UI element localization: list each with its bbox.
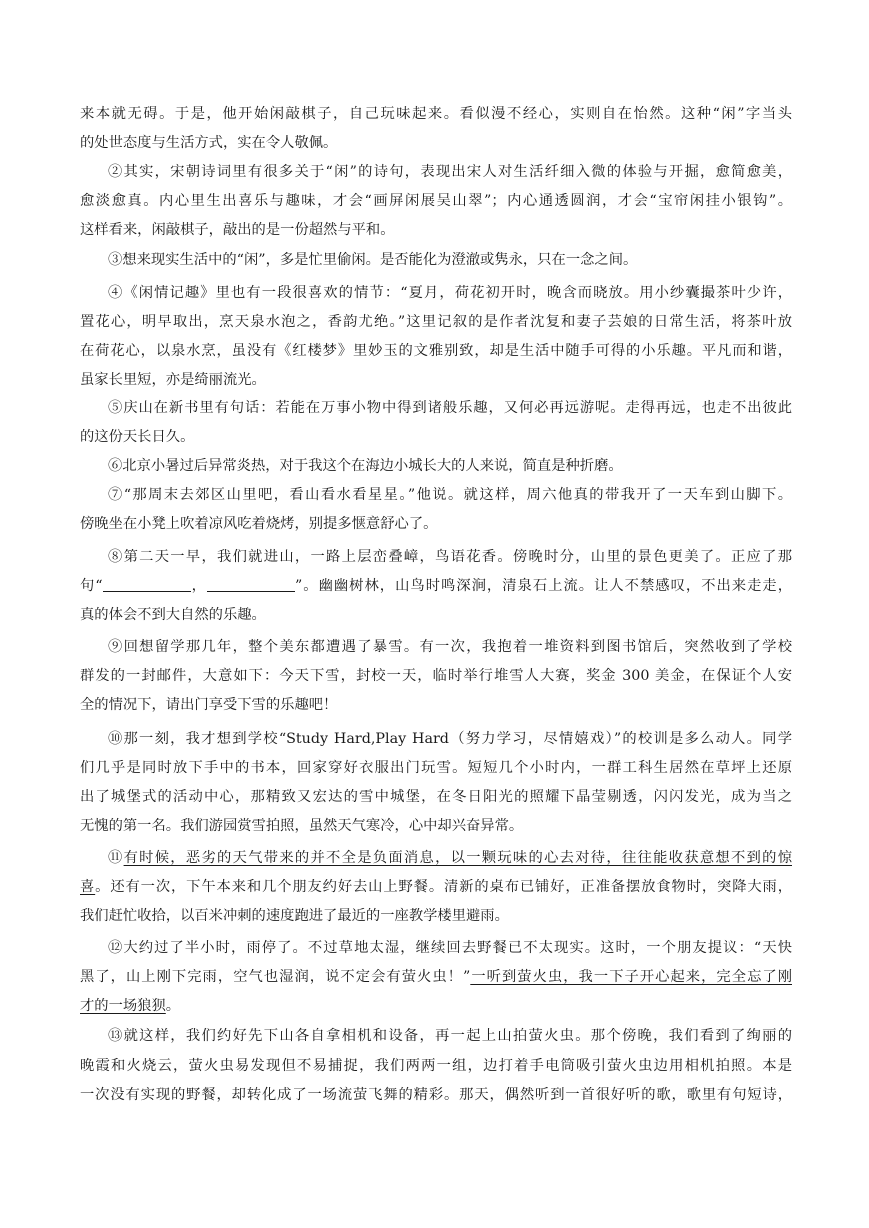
text-line: 的处世态度与生活方式，实在令人敬佩。 bbox=[80, 135, 338, 151]
underlined-sentence: 有时候，恶劣的天气带来的并不全是负面消息，以一颗玩味的心去对待，往往能收获意想不到的惊 bbox=[123, 850, 792, 866]
text-line: ⑬就这样，我们约好先下山各自拿相机和设备，再一起上山拍萤火虫。那个傍晚，我们看到了绚丽的 bbox=[108, 1028, 792, 1044]
text-line: 全的情况下，请出门享受下雪的乐趣吧！ bbox=[80, 697, 338, 713]
text-line: ⑤庆山在新书里有句话：若能在万事小物中得到诸般乐趣，又何必再远游呢。走得再远，也走不出彼此 bbox=[108, 400, 792, 416]
text-line: 置花心，明早取出，烹天泉水泡之，香韵尤绝。”这里记叙的是作者沈复和妻子芸娘的日常生活，将茶叶放 bbox=[80, 314, 792, 330]
text-line: ⑫大约过了半小时，雨停了。不过草地太湿，继续回去野餐已不太现实。这时，一个朋友提议：“天快 bbox=[108, 940, 792, 956]
text-line: 喜。还有一次，下午本来和几个朋友约好去山上野餐。清新的桌布已铺好，正准备摆放食物时，突降大雨， bbox=[80, 879, 792, 895]
text-line: ⑥北京小暑过后异常炎热，对于我这个在海边小城长大的人来说，简直是种折磨。 bbox=[108, 458, 623, 474]
text-line: 无愧的第一名。我们游园赏雪拍照，虽然天气寒冷，心中却兴奋异常。 bbox=[80, 818, 524, 834]
fill-blank-2[interactable] bbox=[207, 590, 295, 592]
text-line: 出了城堡式的活动中心，那精致又宏达的雪中城堡，在冬日阳光的照耀下晶莹剔透，闪闪发光，成为当之 bbox=[80, 789, 792, 805]
text-line: 们几乎是同时放下手中的书本，回家穿好衣服出门玩雪。短短几个小时内，一群工科生居然在草坪上还原 bbox=[80, 760, 792, 776]
text-line: ③想来现实生活中的“闲”，多是忙里偷闲。是否能化为澄澈或隽永，只在一念之间。 bbox=[108, 252, 638, 268]
text-line: 在荷花心，以泉水烹，虽没有《红楼梦》里妙玉的文雅别致，却是生活中随手可得的小乐趣。平凡而和谐， bbox=[80, 343, 792, 359]
underlined-sentence: 一听到萤火虫，我一下子开心起来，完全忘了刚 bbox=[470, 969, 792, 985]
underlined-sentence-end: 喜 bbox=[80, 879, 96, 895]
text-line: 虽家长里短，亦是绮丽流光。 bbox=[80, 372, 266, 388]
text-line: 愈淡愈真。内心里生出喜乐与趣味，才会“画屏闲展吴山翠”；内心通透圆润，才会“宝帘闲挂小银钩”。 bbox=[80, 193, 792, 209]
text-line: 晚霞和火烧云，萤火虫易发现但不易捕捉，我们两两一组，边打着手电筒吸引萤火虫边用相机拍照。本是 bbox=[80, 1058, 792, 1074]
text-line: ⑩那一刻，我才想到学校“Study Hard,Play Hard（努力学习，尽情嬉戏）”的校训是多么动人。同学 bbox=[108, 731, 792, 747]
underlined-sentence-end: 才的一场狼狈 bbox=[80, 998, 166, 1014]
text-line: 一次没有实现的野餐，却转化成了一场流萤飞舞的精彩。那天，偶然听到一首很好听的歌，歌里有句短诗， bbox=[80, 1087, 792, 1103]
text-line-underlined: 黑了，山上刚下完雨，空气也湿润，说不定会有萤火虫！”一听到萤火虫，我一下子开心起来，完全忘了刚 bbox=[80, 969, 792, 985]
text-line: ④《闲情记趣》里也有一段很喜欢的情节：“夏月，荷花初开时，晚含而晓放。用小纱囊撮茶叶少许， bbox=[108, 285, 792, 301]
text-line: ②其实，宋朝诗词里有很多关于“闲”的诗句，表现出宋人对生活纤细入微的体验与开掘，愈简愈美， bbox=[108, 164, 792, 180]
text-line: 群发的一封邮件，大意如下：今天下雪，封校一天，临时举行堆雪人大赛，奖金 300 美金，在保证个人安 bbox=[80, 668, 792, 684]
text-line: ⑦“那周末去郊区山里吧，看山看水看星星。”他说。就这样，周六他真的带我开了一天车到山脚下。 bbox=[108, 487, 792, 503]
text-line: 真的体会不到大自然的乐趣。 bbox=[80, 607, 266, 623]
text-line-with-blanks: 句“ ， ”。幽幽树林，山鸟时鸣深涧，清泉石上流。让人不禁感叹，不出来走走， bbox=[80, 578, 793, 594]
text-line: 这样看来，闲敲棋子，敲出的是一份超然与平和。 bbox=[80, 222, 395, 238]
text-line: 才的一场狼狈。 bbox=[80, 998, 181, 1014]
text-line: ⑨回想留学那几年，整个美东都遭遇了暴雪。有一次，我抱着一堆资料到图书馆后，突然收到了学校 bbox=[108, 639, 792, 655]
text-line: 我们赶忙收拾，以百米冲刺的速度跑进了最近的一座教学楼里避雨。 bbox=[80, 908, 509, 924]
text-line: ⑧第二天一早，我们就进山，一路上层峦叠嶂，鸟语花香。傍晚时分，山里的景色更美了。正应了那 bbox=[108, 549, 792, 565]
text-line: 来本就无碍。于是，他开始闲敲棋子，自己玩味起来。看似漫不经心，实则自在怡然。这种“闲”字当头 bbox=[80, 106, 792, 122]
fill-blank-1[interactable] bbox=[103, 590, 191, 592]
text-line: 傍晚坐在小凳上吹着凉风吃着烧烤，别提多惬意舒心了。 bbox=[80, 516, 438, 532]
text-line: 的这份天长日久。 bbox=[80, 429, 195, 445]
text-line-underlined: ⑪有时候，恶劣的天气带来的并不全是负面消息，以一颗玩味的心去对待，往往能收获意想不到的惊 bbox=[108, 850, 792, 866]
